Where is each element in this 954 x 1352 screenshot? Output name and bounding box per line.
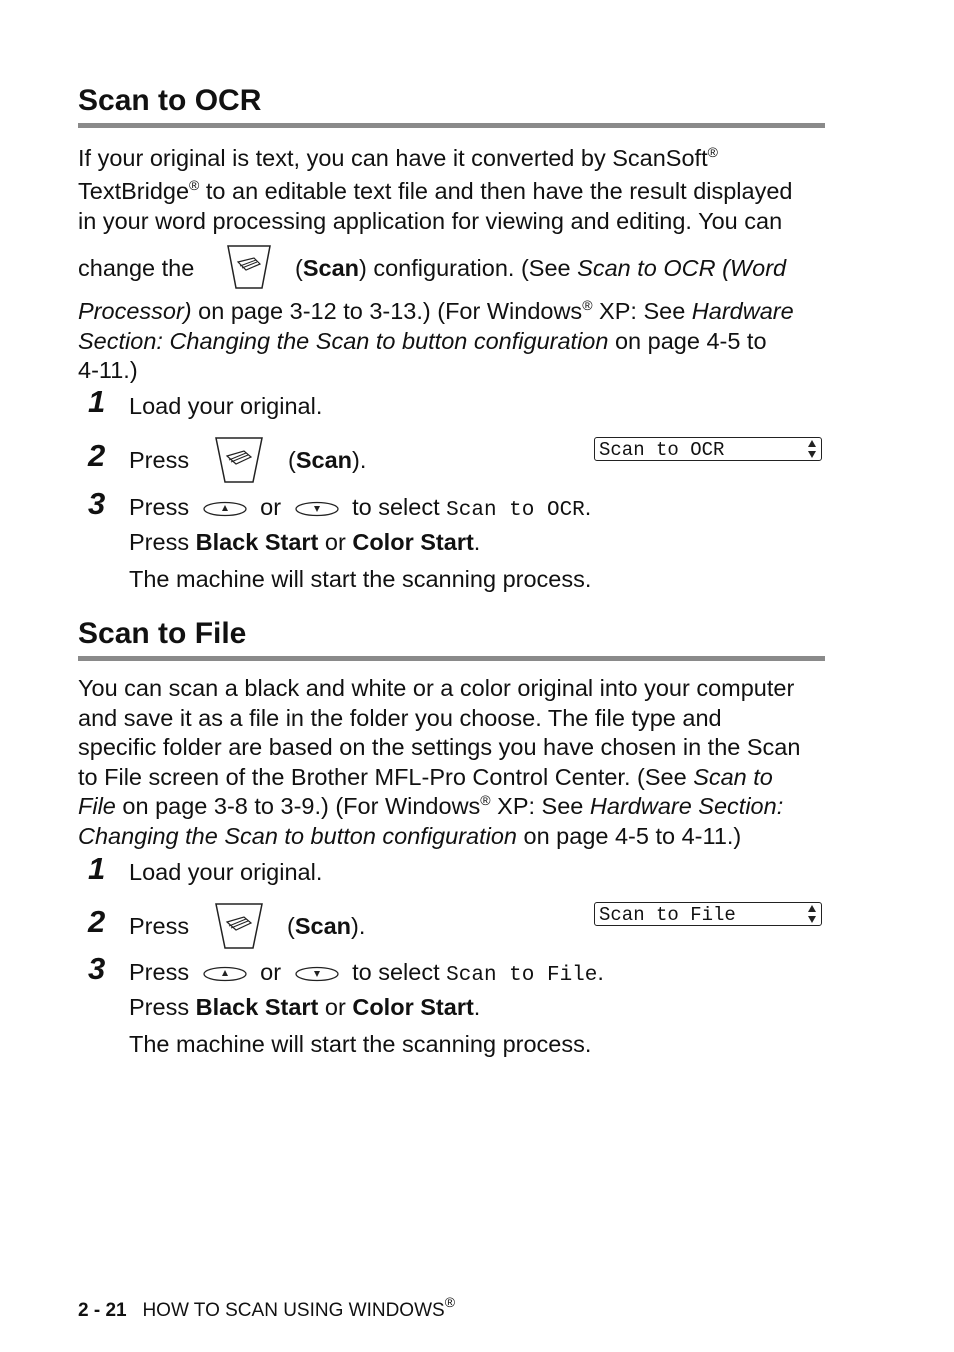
- step-number: 2: [88, 904, 106, 939]
- step-number: 3: [88, 951, 106, 986]
- scan-key-icon: [214, 902, 264, 950]
- step-text: Press or to select Scan to OCR.: [129, 494, 592, 522]
- paragraph-line: in your word processing application for viewing and editing. You can: [78, 208, 783, 234]
- paragraph-line: change the: [78, 255, 195, 281]
- up-arrow-key-icon: [202, 965, 248, 983]
- scan-key-icon: [214, 436, 264, 484]
- step-text: Press or to select Scan to File.: [129, 959, 604, 987]
- step-number: 2: [88, 438, 106, 473]
- step-number: 3: [88, 486, 106, 521]
- step-number: 1: [88, 384, 106, 419]
- paragraph-line: Changing the Scan to button configuration on page 4-5 to 4-11.): [78, 823, 742, 849]
- paragraph-line: Section: Changing the Scan to button configuration on page 4-5 to: [78, 328, 767, 354]
- paragraph-line: 4-11.): [78, 357, 138, 383]
- down-arrow-key-icon: [294, 965, 340, 983]
- up-down-arrows-icon: [807, 904, 817, 924]
- footer-title: HOW TO SCAN USING WINDOWS: [142, 1300, 445, 1321]
- lcd-display: Scan to File: [594, 902, 822, 926]
- section-title-scan-to-ocr: Scan to OCR: [78, 84, 262, 117]
- paragraph-line: (Scan) configuration. (See Scan to OCR (Word: [295, 255, 787, 281]
- lcd-display: Scan to OCR: [594, 437, 822, 461]
- up-arrow-key-icon: [202, 500, 248, 518]
- step-text: The machine will start the scanning process.: [129, 566, 592, 592]
- paragraph-line: File on page 3-8 to 3-9.) (For Windows® XP: See Hardware Section:: [78, 792, 784, 819]
- section-rule: [78, 123, 825, 128]
- step-number: 1: [88, 851, 106, 886]
- paragraph-line: and save it as a file in the folder you choose. The file type and: [78, 705, 722, 731]
- step-text: Press Black Start or Color Start.: [129, 994, 481, 1020]
- paragraph-line: TextBridge® to an editable text file and then have the result displayed: [78, 177, 793, 204]
- step-text: Press: [129, 913, 190, 939]
- paragraph-line: specific folder are based on the settings you have chosen in the Scan: [78, 734, 801, 760]
- page-footer: 2 - 21 HOW TO SCAN USING WINDOWS®: [78, 1294, 456, 1321]
- section-title-scan-to-file: Scan to File: [78, 617, 247, 650]
- section-rule: [78, 656, 825, 661]
- step-text: Press Black Start or Color Start.: [129, 529, 481, 555]
- scan-key-icon: [226, 244, 272, 290]
- paragraph-line: If your original is text, you can have it converted by ScanSoft®: [78, 144, 718, 171]
- step-text: Load your original.: [129, 393, 323, 419]
- paragraph-line: to File screen of the Brother MFL-Pro Control Center. (See Scan to: [78, 764, 773, 790]
- down-arrow-key-icon: [294, 500, 340, 518]
- up-down-arrows-icon: [807, 439, 817, 459]
- paragraph-line: You can scan a black and white or a color original into your computer: [78, 675, 795, 701]
- step-text: (Scan).: [287, 913, 366, 939]
- step-text: Press: [129, 447, 190, 473]
- step-text: Load your original.: [129, 859, 323, 885]
- step-text: The machine will start the scanning process.: [129, 1031, 592, 1057]
- step-text: (Scan).: [288, 447, 367, 473]
- paragraph-line: Processor) on page 3-12 to 3-13.) (For Windows® XP: See Hardware: [78, 297, 794, 324]
- page-number: 2 - 21: [78, 1300, 127, 1321]
